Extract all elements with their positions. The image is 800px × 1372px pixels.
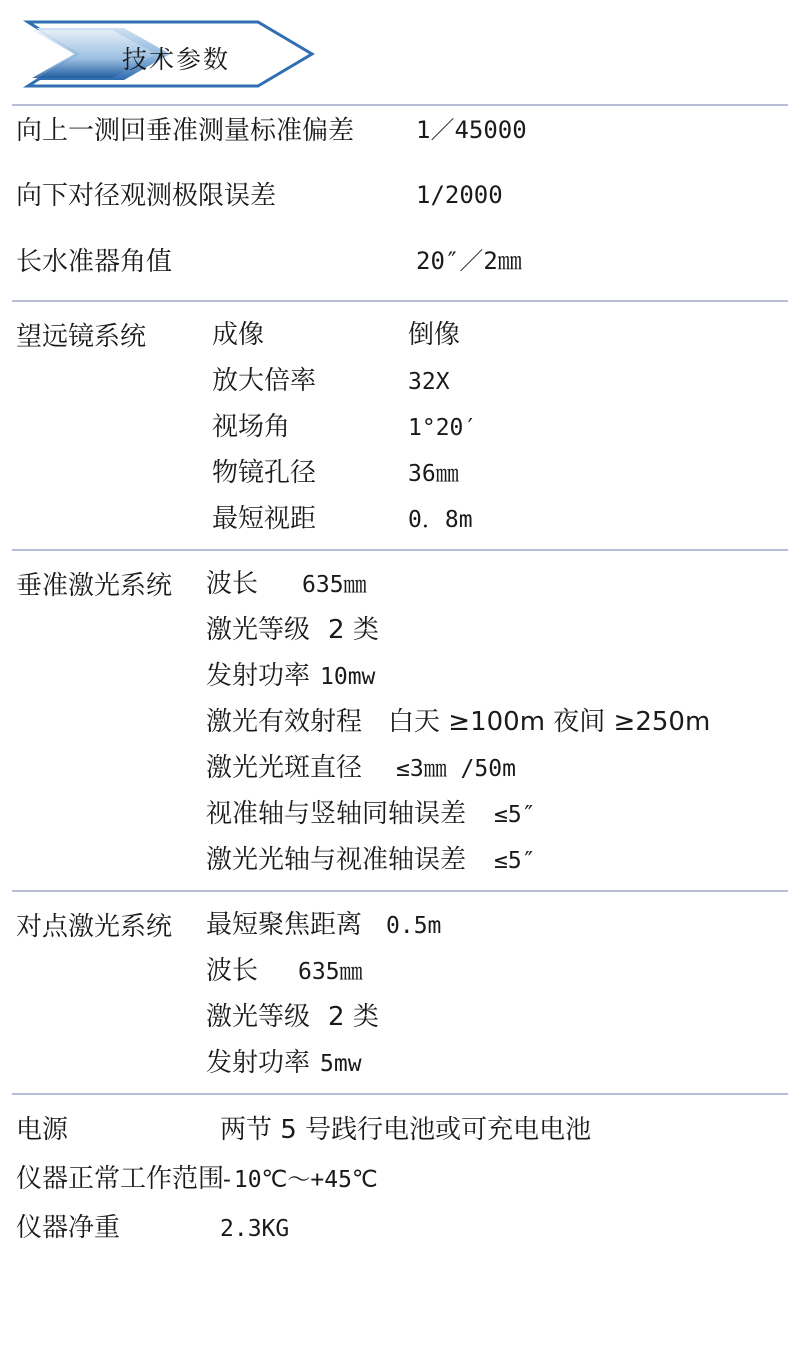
item-value: 2 类: [328, 614, 379, 645]
spec-item: [212, 406, 477, 443]
spec-value: -10℃～+45℃: [220, 1166, 378, 1193]
point-laser-section: [0, 892, 800, 1093]
item-value: 2 类: [328, 1001, 379, 1032]
spec-item: [206, 996, 441, 1033]
item-value: 0.5m: [386, 912, 442, 939]
item-name: 最短视距: [212, 503, 317, 534]
group-label: 对点激光系统: [16, 911, 173, 942]
item-name: 发射功率: [206, 1047, 311, 1078]
spec-label: 向上一测回垂准测量标准偏差: [16, 116, 355, 146]
page-header: [0, 0, 800, 104]
spec-row: [16, 1207, 800, 1244]
item-name: 激光有效射程: [206, 706, 363, 737]
spec-row: [0, 183, 800, 210]
item-name: 最短聚焦距离: [206, 909, 363, 940]
telescope-section: [0, 302, 800, 549]
spec-item: [206, 701, 710, 738]
page-title: 技术参数: [122, 45, 231, 74]
spec-item: [212, 452, 477, 489]
item-value: 白天 ≥100m 夜间 ≥250m: [388, 706, 711, 737]
item-value: ≤5″: [494, 801, 536, 828]
item-name: 激光等级: [206, 1001, 311, 1032]
spec-label: 长水准器角值: [16, 246, 173, 277]
spec-row: [0, 246, 800, 277]
spec-item: [212, 360, 477, 397]
spec-value: 两节 5 号践行电池或可充电电池: [220, 1114, 592, 1145]
item-value: 635㎜: [302, 571, 367, 598]
item-value: 36㎜: [408, 460, 459, 487]
spec-item: [206, 563, 710, 600]
group-label: 望远镜系统: [16, 321, 147, 352]
item-value: 1°20′: [408, 414, 478, 441]
item-name: 激光光斑直径: [206, 752, 363, 783]
item-name: 波长: [206, 568, 259, 599]
item-value: 倒像: [408, 319, 461, 350]
item-name: 成像: [212, 319, 265, 350]
spec-row: [16, 1158, 800, 1195]
spec-label: 仪器净重: [16, 1212, 121, 1243]
item-value: ≤5″: [494, 847, 536, 874]
spec-row: [16, 1109, 800, 1146]
item-value: ≤3㎜ /50m: [396, 755, 516, 782]
item-name: 发射功率: [206, 660, 311, 691]
spec-row: [0, 118, 800, 145]
spec-value: 1/2000: [416, 181, 503, 210]
spec-label: 向下对径观测极限误差: [16, 181, 277, 212]
spec-item: [206, 793, 710, 830]
spec-item: [206, 655, 710, 692]
item-name: 激光光轴与视准轴误差: [206, 844, 467, 875]
item-value: 10mw: [320, 663, 376, 690]
top-spec-section: [0, 106, 800, 300]
item-name: 波长: [206, 955, 259, 986]
spec-label: 电源: [16, 1114, 69, 1145]
general-section: [0, 1095, 800, 1244]
group-items: [212, 314, 477, 535]
spec-group: [0, 314, 800, 535]
item-name: 视准轴与竖轴同轴误差: [206, 798, 467, 829]
spec-item: [206, 904, 441, 941]
spec-value: 1／45000: [416, 116, 527, 144]
spec-group: [0, 904, 800, 1079]
item-name: 激光等级: [206, 614, 311, 645]
item-name: 物镜孔径: [212, 457, 317, 488]
spec-group: [0, 563, 800, 876]
vertical-laser-section: [0, 551, 800, 890]
spec-item: [206, 1042, 441, 1079]
spec-item: [212, 498, 477, 535]
spec-item: [206, 747, 710, 784]
item-value: 5mw: [320, 1050, 362, 1077]
group-label: 垂准激光系统: [16, 570, 173, 601]
spec-label: 仪器正常工作范围: [16, 1163, 225, 1194]
spec-item: [212, 314, 477, 351]
item-value: 0．8m: [408, 506, 473, 533]
spec-item: [206, 950, 441, 987]
item-value: 32X: [408, 368, 450, 395]
item-value: 635㎜: [298, 958, 363, 985]
group-items: [206, 904, 441, 1079]
spec-value: 2.3KG: [220, 1215, 290, 1242]
item-name: 视场角: [212, 411, 291, 442]
item-name: 放大倍率: [212, 365, 317, 396]
spec-item: [206, 609, 710, 646]
group-items: [206, 563, 710, 876]
spec-value: 20″／2㎜: [416, 246, 522, 275]
spec-item: [206, 839, 710, 876]
